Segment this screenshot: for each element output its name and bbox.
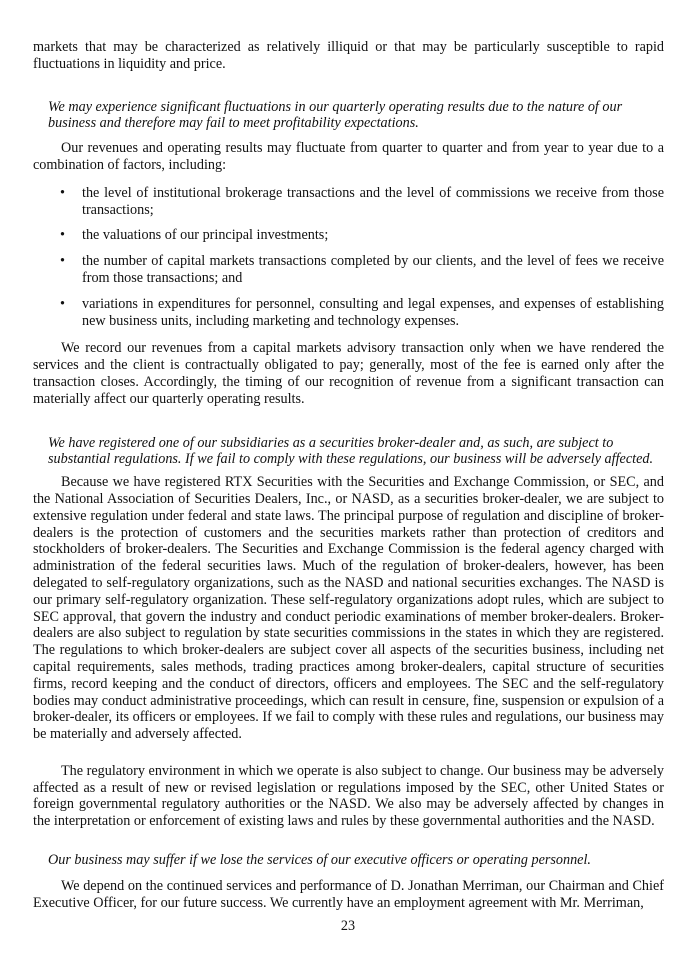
bullet-icon: • [60,184,65,201]
regulation-paragraph: Because we have registered RTX Securities with the Securities and Exchange Commission, or SEC, and the National Association of Securities Dealers, Inc., or NASD, as a securities broker-dealer, we are subject to extensive regulation under federal and state laws. The principal purpose of regulation and discipline of broker-dealers is the protection of customers and the securities markets rather than protection of creditors and stockholders of broker-dealers. The Securities and Exchange Commission is the federal agency charged with administration of the federal securities laws. Much of the regulation of broker-dealers, however, has been delegated to self-regulatory organizations, such as the NASD and national securities exchanges. The NASD is our primary self-regulatory organization. These self-regulatory organizations adopt rules, which are subject to SEC approval, that govern the industry and conduct periodic examinations of member broker-dealers. Broker-dealers are also subject to regulation by state securities commissions in the states in which they are registered. The regulations to which broker-dealers are subject cover all aspects of the securities business, including net capital requirements, sales methods, trading practices among broker-dealers, capital structure of securities firms, record keeping and the conduct of directors, officers and employees. The SEC and the self-regulatory bodies may conduct administrative proceedings, which can result in censure, fine, suspension or expulsion of a broker-dealer, its officers or employees. If we fail to comply with these rules and regulations, our business may be materially and adversely affected. [33,474,664,743]
revenue-recognition-paragraph: We record our revenues from a capital markets advisory transaction only when we have rendered the services and the client is contractually obligated to pay; generally, most of the fee is earned only after the transaction closes. Accordingly, the timing of our recognition of revenue from a significant transaction can materially affect our quarterly operating results. [33,340,664,407]
page-number: 23 [340,918,356,934]
bullet-icon: • [60,253,65,270]
bullet-icon: • [60,227,65,244]
document-page [33,39,664,911]
bullet-text: the number of capital markets transactions completed by our clients, and the level of fees we receive from those transactions; and [82,253,664,286]
bullet-item [33,253,664,287]
regulatory-environment-paragraph: The regulatory environment in which we operate is also subject to change. Our business may be adversely affected as a result of new or revised legislation or regulations imposed by the SEC, other United States or foreign governmental regulatory authorities or the NASD. We also may be adversely affected by changes in the interpretation or enforcement of existing laws and rules by these governmental authorities and the NASD. [33,762,664,830]
executive-dependence-paragraph: We depend on the continued services and performance of D. Jonathan Merriman, our Chairman and Chief Executive Officer, for our future success. We currently have an employment agreement with Mr. Merriman, [33,877,664,911]
bullet-text: the valuations of our principal investments; [82,227,329,244]
section-heading-broker-dealer-regulation: We have registered one of our subsidiaries as a securities broker-dealer and, as such, are subject to substantial regulations. If we fail to comply with these regulations, our business will be adversely affected. [48,434,654,468]
factors-bullet-list [33,185,664,330]
bullet-text: variations in expenditures for personnel, consulting and legal expenses, and expenses of establishing new business units, including marketing and technology expenses. [82,295,664,329]
section-lead-paragraph: Our revenues and operating results may fluctuate from quarter to quarter and from year to year due to a combination of factors, including: [33,140,664,173]
intro-paragraph: markets that may be characterized as relatively illiquid or that may be particularly susceptible to rapid fluctuations in liquidity and price. [33,39,664,72]
bullet-item [33,296,664,330]
bullet-text: the level of institutional brokerage transactions and the level of commissions we receive from those transactions; [82,184,664,218]
bullet-item [33,185,664,219]
section-heading-executive-officers: Our business may suffer if we lose the services of our executive officers or operating personnel. [48,852,591,869]
section-heading-quarterly-fluctuations: We may experience significant fluctuations in our quarterly operating results due to the nature of our business and therefore may fail to meet profitability expectations. [48,98,623,132]
bullet-item [33,227,664,244]
bullet-icon: • [60,295,65,312]
